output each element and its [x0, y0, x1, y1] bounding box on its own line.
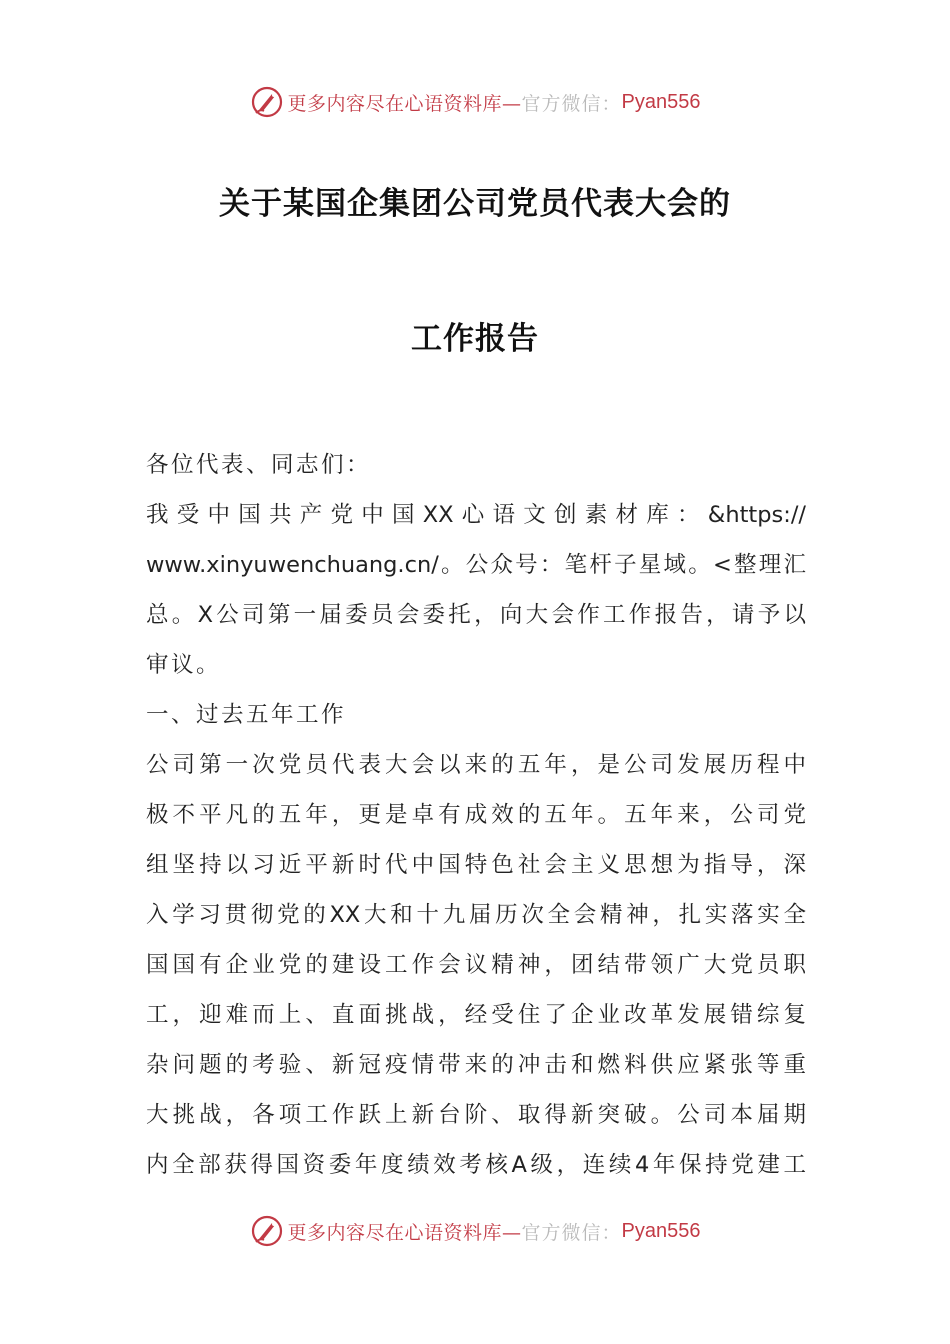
watermark-text: 更多内容尽在心语资料库—: [287, 1221, 522, 1244]
body-line: 公司第一次党员代表大会以来的五年，是公司发展历程中: [146, 752, 806, 778]
watermark-wechat-id: Pyan556: [621, 90, 701, 113]
watermark-wechat-label: 官方微信：: [521, 92, 622, 115]
body-line: 极不平凡的五年，更是卓有成效的五年。五年来，公司党: [146, 802, 806, 828]
body-line: 工，迎难而上、直面挑战，经受住了企业改革发展错综复: [146, 1002, 806, 1028]
body-line: 杂问题的考验、新冠疫情带来的冲击和燃料供应紧张等重: [146, 1052, 806, 1078]
body-line-salutation: 各位代表、同志们：: [146, 452, 372, 478]
watermark-wechat-label: 官方微信：: [521, 1221, 622, 1244]
body-line: 我受中国共产党中国XX心语文创素材库：&https://: [146, 502, 806, 528]
quill-seal-logo-icon: [250, 85, 284, 119]
section-heading: 一、过去五年工作: [146, 702, 347, 728]
body-line: 总。X公司第一届委员会委托，向大会作工作报告，请予以: [146, 602, 806, 628]
body-line: 审议。: [146, 652, 222, 678]
footer-watermark-banner: [0, 1211, 950, 1251]
header-watermark-banner: [0, 82, 950, 122]
watermark-text: 更多内容尽在心语资料库—: [287, 92, 522, 115]
body-line: 内全部获得国资委年度绩效考核A级，连续4年保持党建工: [146, 1152, 806, 1178]
document-title-line-2: 工作报告: [411, 321, 539, 357]
body-line: 入学习贯彻党的XX大和十九届历次全会精神，扎实落实全: [146, 902, 806, 928]
watermark-wechat-id: Pyan556: [621, 1219, 701, 1242]
document-body: [146, 440, 806, 1190]
body-line: 国国有企业党的建设工作会议精神，团结带领广大党员职: [146, 952, 806, 978]
quill-seal-logo-icon: [250, 1214, 284, 1248]
body-line: 组坚持以习近平新时代中国特色社会主义思想为指导，深: [146, 852, 806, 878]
document-title-line-1: 关于某国企集团公司党员代表大会的: [219, 186, 731, 222]
body-line: www.xinyuwenchuang.cn/。公众号：笔杆子星域。<整理汇: [146, 552, 806, 578]
body-line: 大挑战，各项工作跃上新台阶、取得新突破。公司本届期: [146, 1102, 806, 1128]
